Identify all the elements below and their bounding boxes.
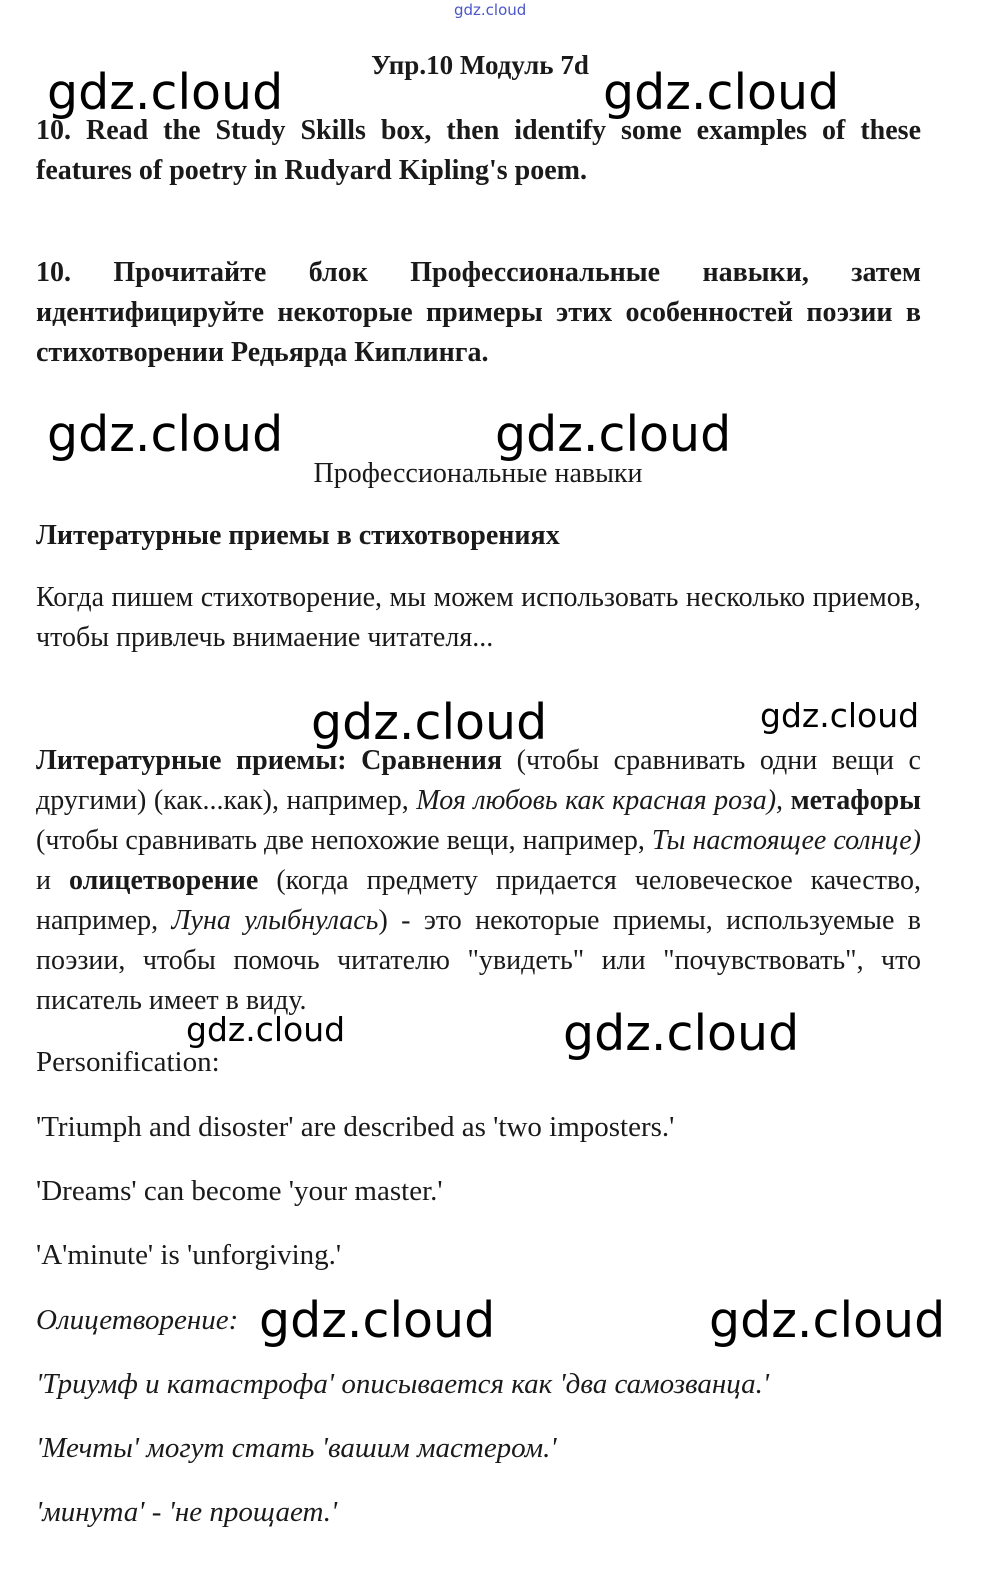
watermark-top: gdz.cloud: [454, 1, 527, 19]
english-line: 'Dreams' can become 'your master.': [36, 1175, 443, 1207]
devices-text: (чтобы сравнивать две непохожие вещи, например,: [36, 825, 652, 856]
watermark: gdz.cloud: [495, 406, 732, 463]
watermark: gdz.cloud: [259, 1292, 496, 1349]
watermark: gdz.cloud: [311, 694, 548, 751]
russian-line: 'Триумф и катастрофа' описывается как 'два самозванца.': [36, 1368, 770, 1400]
page-title: Упр.10 Модуль 7d: [371, 50, 589, 80]
devices-text: и: [36, 865, 69, 896]
devices-text: (чтобы сравнивать одни вещи с другими) (как...как), например,: [36, 745, 921, 816]
russian-heading: Олицетворение:: [36, 1304, 239, 1336]
devices-text: ) - это некоторые приемы, используемые в поэзии, чтобы помочь читателю "увидеть" или "почувствовать", что писатель имеет в виду.: [36, 905, 921, 1016]
task-russian: 10. Прочитайте блок Профессиональные навыки, затем идентифицируйте некоторые примеры этих особенностей поэзии в стихотворении Редьярда Киплинга.: [36, 257, 921, 368]
russian-line: 'Мечты' могут стать 'вашим мастером.': [36, 1432, 557, 1464]
term-metaphor: метафоры: [790, 785, 922, 816]
english-line: 'A'minute' is 'unforgiving.': [36, 1239, 342, 1271]
study-skills-box-title: Профессиональные навыки: [313, 458, 643, 489]
term-personification: олицетворение: [68, 865, 259, 896]
devices-text: (когда предмету придается человеческое качество, например,: [36, 865, 921, 936]
watermark: gdz.cloud: [603, 64, 840, 121]
watermark: gdz.cloud: [47, 64, 284, 121]
section-heading: Литературные приемы в стихотворениях: [36, 520, 560, 551]
example-simile: Моя любовь как красная роза),: [416, 785, 784, 816]
russian-line: 'минута' - 'не прощает.': [36, 1496, 338, 1528]
watermark: gdz.cloud: [186, 1010, 346, 1049]
task-english: 10. Read the Study Skills box, then identify some examples of these features of poetry in Rudyard Kipling's poem.: [36, 115, 921, 186]
english-heading: Personification:: [36, 1046, 220, 1078]
watermark: gdz.cloud: [47, 406, 284, 463]
example-metaphor: Ты настоящее солнце): [651, 825, 921, 856]
watermark: gdz.cloud: [709, 1292, 946, 1349]
intro-paragraph: Когда пишем стихотворение, мы можем использовать несколько приемов, чтобы привлечь внимаение читателя...: [36, 582, 921, 653]
example-personification: Луна улыбнулась: [171, 905, 379, 936]
english-line: 'Triumph and disoster' are described as 'two imposters.': [36, 1111, 675, 1143]
watermark: gdz.cloud: [760, 696, 920, 735]
devices-label: Литературные приемы: Сравнения: [36, 745, 503, 776]
devices-paragraph: [36, 741, 921, 1021]
watermark: gdz.cloud: [563, 1005, 800, 1062]
